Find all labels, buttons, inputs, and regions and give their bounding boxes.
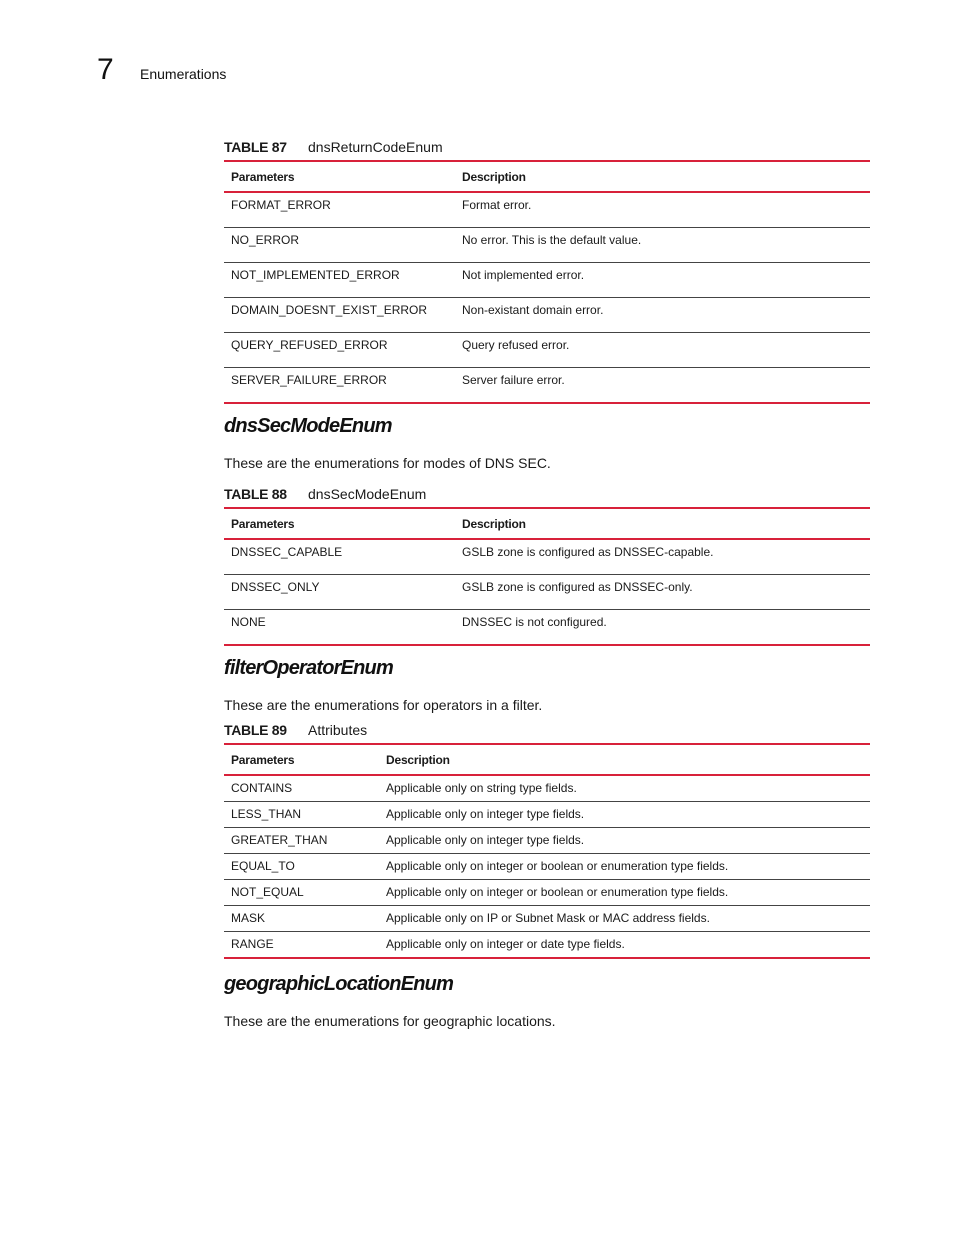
table-row: [224, 575, 870, 610]
column-header-parameters: Parameters: [224, 161, 455, 192]
table-number: TABLE 88: [224, 486, 287, 502]
description-cell: DNSSEC is not configured.: [455, 610, 870, 646]
table-row: [224, 263, 870, 298]
parameter-cell: MASK: [224, 906, 379, 932]
parameter-cell: FORMAT_ERROR: [224, 192, 455, 228]
column-header-parameters: Parameters: [224, 508, 455, 539]
parameter-cell: LESS_THAN: [224, 802, 379, 828]
description-cell: Applicable only on integer type fields.: [379, 828, 870, 854]
table-row: [224, 539, 870, 575]
section-heading-dnssecmodeenum: dnsSecModeEnum: [224, 415, 392, 437]
section-intro: These are the enumerations for geographic locations.: [224, 1013, 556, 1029]
description-cell: Applicable only on string type fields.: [379, 775, 870, 802]
table-number: TABLE 87: [224, 139, 287, 155]
description-cell: Applicable only on integer or boolean or enumeration type fields.: [379, 854, 870, 880]
parameter-cell: EQUAL_TO: [224, 854, 379, 880]
table-88-caption: [224, 485, 426, 503]
parameter-cell: DOMAIN_DOESNT_EXIST_ERROR: [224, 298, 455, 333]
table-row: [224, 880, 870, 906]
table-row: [224, 368, 870, 404]
table-row: [224, 828, 870, 854]
table-row: [224, 333, 870, 368]
description-cell: Query refused error.: [455, 333, 870, 368]
section-heading-filteroperatorenum: filterOperatorEnum: [224, 657, 393, 679]
chapter-number: 7: [97, 53, 114, 86]
description-cell: Applicable only on integer or date type fields.: [379, 932, 870, 959]
description-cell: Applicable only on integer type fields.: [379, 802, 870, 828]
table-89: [224, 743, 870, 959]
table-88: [224, 507, 870, 646]
parameter-cell: GREATER_THAN: [224, 828, 379, 854]
table-row: [224, 610, 870, 646]
table-row: [224, 932, 870, 959]
table-title: Attributes: [308, 722, 368, 738]
description-cell: Format error.: [455, 192, 870, 228]
parameter-cell: RANGE: [224, 932, 379, 959]
table-row: [224, 228, 870, 263]
table-row: [224, 854, 870, 880]
section-heading-geographiclocationenum: geographicLocationEnum: [224, 973, 454, 995]
table-87: [224, 160, 870, 404]
parameter-cell: SERVER_FAILURE_ERROR: [224, 368, 455, 404]
parameter-cell: NONE: [224, 610, 455, 646]
parameter-cell: NOT_IMPLEMENTED_ERROR: [224, 263, 455, 298]
description-cell: Non-existant domain error.: [455, 298, 870, 333]
column-header-description: Description: [379, 744, 870, 775]
description-cell: No error. This is the default value.: [455, 228, 870, 263]
parameter-cell: NO_ERROR: [224, 228, 455, 263]
chapter-title: Enumerations: [140, 66, 227, 82]
description-cell: GSLB zone is configured as DNSSEC-only.: [455, 575, 870, 610]
description-cell: Applicable only on IP or Subnet Mask or MAC address fields.: [379, 906, 870, 932]
section-intro: These are the enumerations for operators in a filter.: [224, 697, 543, 713]
table-row: [224, 298, 870, 333]
table-title: dnsReturnCodeEnum: [308, 139, 443, 155]
parameter-cell: DNSSEC_CAPABLE: [224, 539, 455, 575]
description-cell: GSLB zone is configured as DNSSEC-capable.: [455, 539, 870, 575]
column-header-description: Description: [455, 161, 870, 192]
parameter-cell: CONTAINS: [224, 775, 379, 802]
column-header-parameters: Parameters: [224, 744, 379, 775]
description-cell: Applicable only on integer or boolean or enumeration type fields.: [379, 880, 870, 906]
table-row: [224, 192, 870, 228]
section-intro: These are the enumerations for modes of DNS SEC.: [224, 455, 551, 471]
parameter-cell: DNSSEC_ONLY: [224, 575, 455, 610]
table-row: [224, 775, 870, 802]
table-row: [224, 802, 870, 828]
description-cell: Server failure error.: [455, 368, 870, 404]
table-number: TABLE 89: [224, 722, 287, 738]
table-87-caption: [224, 138, 443, 156]
table-89-caption: [224, 721, 367, 739]
description-cell: Not implemented error.: [455, 263, 870, 298]
column-header-description: Description: [455, 508, 870, 539]
table-title: dnsSecModeEnum: [308, 486, 427, 502]
parameter-cell: QUERY_REFUSED_ERROR: [224, 333, 455, 368]
table-row: [224, 906, 870, 932]
parameter-cell: NOT_EQUAL: [224, 880, 379, 906]
